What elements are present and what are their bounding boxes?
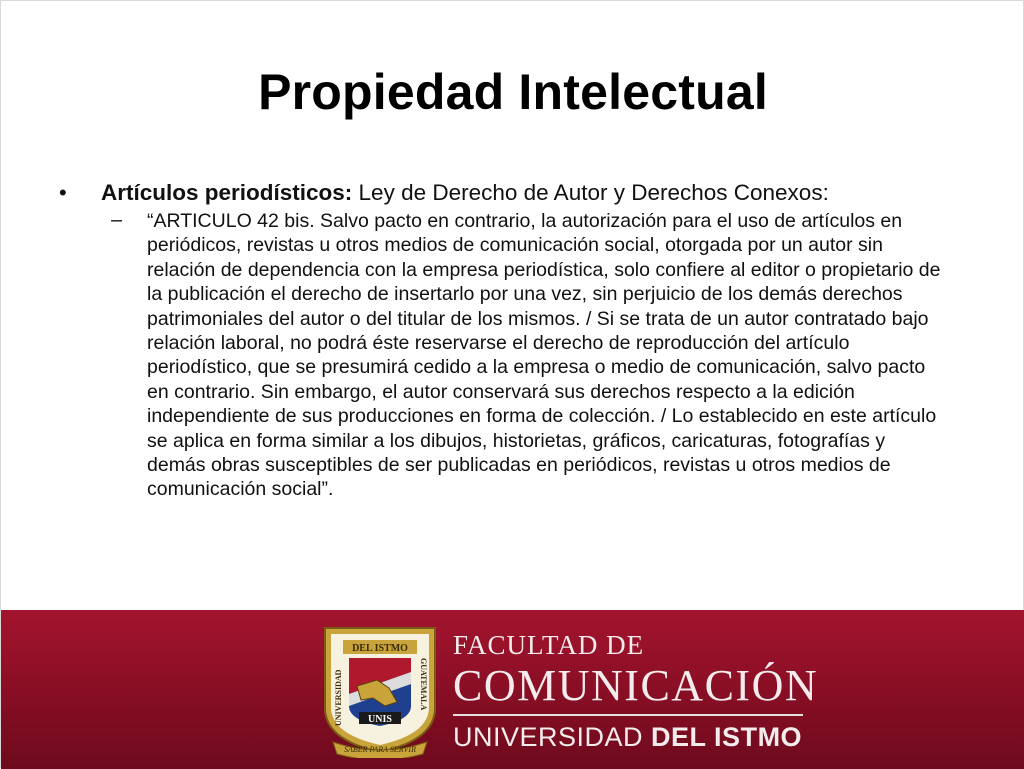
brand-line-communication: COMUNICACIÓN [453,661,819,710]
university-seal-logo [319,622,441,758]
faculty-wordmark [453,630,818,752]
brand-line-university [453,722,818,752]
seal-top-text: DEL ISTMO [352,643,408,654]
brand-university-text: UNIVERSIDAD [453,722,644,752]
slide-content [59,179,959,502]
brand-divider [453,714,803,716]
bullet-text [101,179,829,207]
bullet-rest-text: Ley de Derecho de Autor y Derechos Conexos: [352,180,829,205]
sub-bullet-marker: – [111,209,123,231]
brand-line-faculty: FACULTAD DE [453,630,645,660]
seal-motto-text: SABER PARA SERVIR [344,745,416,754]
bullet-bold-label: Artículos periodísticos: [101,180,353,205]
seal-name-text: UNIS [368,714,392,725]
brand-istmo-text: DEL ISTMO [651,722,803,752]
bullet-item [59,179,959,207]
bullet-dot-icon: • [59,180,67,205]
slide-title: Propiedad Intelectual [258,64,768,120]
seal-right-text: GUATEMALA [419,658,428,711]
seal-icon [319,622,441,758]
sub-bullet-item [111,209,959,502]
seal-left-text: UNIVERSIDAD [334,669,343,726]
footer-banner [1,610,1024,769]
sub-bullet-text: “ARTICULO 42 bis. Salvo pacto en contrario, la autorización para el uso de artículos en periódicos, revistas u otros medios de comunicación social, otorgada por un autor sin relación de dependencia con la empresa periodística, solo confiere al editor o propietario de la publicación el derecho de insertarlo por una vez, sin perjuicio de los demás derechos patrimoniales del autor o del titular de los mismos. / Si se trata de un autor contratado bajo relación laboral, no podrá éste reservarse el derecho de reproducción del artículo periodístico, que se presumirá cedido a la empresa o medio de comunicación, salvo pacto en contrario. Sin embargo, el autor conservará sus derechos respecto a la edición independiente de sus producciones en forma de colección. / Lo establecido en este artículo se aplica en forma similar a los dibujos, historietas, gráficos, caricaturas, fotografías y demás obras susceptibles de ser publicadas en periódicos, revistas u otros medios de comunicación social”. [147,210,941,501]
